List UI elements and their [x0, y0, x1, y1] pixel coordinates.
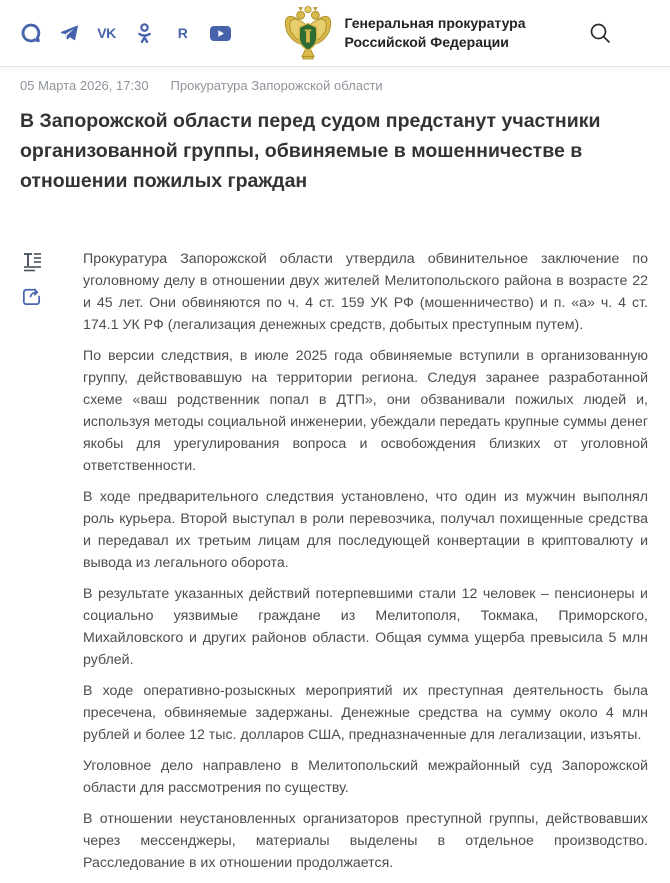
chat-messenger-icon[interactable] — [20, 23, 41, 44]
menu-icon[interactable] — [628, 26, 648, 40]
paragraph: В результате указанных действий потерпевшими стали 12 человек – пенсионеры и социально уязвимые граждане из Мелитополя, Токмака, Приморского, Михайловского и других районов области. Общая сумма ущерба превысила 5 млн рублей. — [83, 586, 648, 668]
article — [0, 196, 670, 883]
vk-icon[interactable] — [96, 23, 117, 44]
org-name-line1: Генеральная прокуратура — [344, 15, 526, 31]
paragraph: По версии следствия, в июле 2025 года обвиняемые вступили в организованную группу, действовавшую на территории региона. Следуя заранее разработанной схеме «ваш родственник попал в ДТП», они обзванивали пожилых людей и, используя методы социальной инженерии, убеждали передать крупные суммы денег якобы для урегулирования вопроса и освобождения близких от уголовной ответственности. — [83, 348, 648, 474]
paragraph: В отношении неустановленных организаторов преступной группы, действовавших через мессенджеры, материалы выделены в отдельное производство. Расследование в их отношении продолжается. — [83, 811, 648, 871]
odnoklassniki-icon[interactable] — [134, 23, 155, 44]
text-size-icon[interactable] — [20, 250, 44, 274]
article-title: В Запорожской области перед судом предстанут участники организованной группы, обвиняемые в мошенничестве в отношении пожилых граждан — [20, 110, 601, 192]
prosecutor-emblem-icon — [282, 3, 334, 63]
paragraph: Уголовное дело направлено в Мелитопольский межрайонный суд Запорожской области для рассмотрения по существу. — [83, 758, 648, 796]
publish-date: 05 Марта 2026, 17:30 — [20, 78, 149, 93]
paragraph: В ходе оперативно-розыскных мероприятий их преступная деятельность была пресечена, обвиняемые задержаны. Денежные средства на сумму около 4 млн рублей и более 12 тыс. долларов США, предназначенные для легализации, изъяты. — [83, 683, 648, 743]
paragraph: В ходе предварительного следствия установлено, что один из мужчин выполнял роль курьера. Второй выступал в роли перевозчика, получал похищенные средства и передавал их третьим лицам для последующей конвертации в криптовалюту и вывода из легального оборота. — [83, 489, 648, 571]
article-tools — [20, 248, 83, 883]
rutube-glyph: R — [177, 25, 188, 41]
article-body — [83, 248, 648, 883]
site-header — [0, 0, 670, 67]
paragraph: Прокуратура Запорожской области утвердила обвинительное заключение по уголовному делу в отношении двух жителей Мелитопольского района в возрасте 22 и 45 лет. Они обвиняются по ч. 4 ст. 159 УК РФ (мошенничество) и п. «а» ч. 4 ст. 174.1 УК РФ (легализация денежных средств, добытых преступным путем). — [83, 251, 648, 333]
source-link[interactable]: Прокуратура Запорожской области — [170, 78, 383, 93]
header-actions — [588, 21, 648, 45]
telegram-icon[interactable] — [58, 23, 79, 44]
org-name — [344, 14, 525, 52]
vk-glyph: VK — [97, 25, 116, 41]
article-meta — [0, 67, 670, 93]
brand[interactable] — [282, 3, 525, 63]
share-icon[interactable] — [20, 285, 44, 309]
social-links — [20, 23, 232, 44]
rutube-icon[interactable] — [172, 23, 193, 44]
search-icon[interactable] — [588, 21, 612, 45]
org-name-line2: Российской Федерации — [344, 34, 509, 50]
youtube-icon[interactable] — [210, 23, 231, 44]
